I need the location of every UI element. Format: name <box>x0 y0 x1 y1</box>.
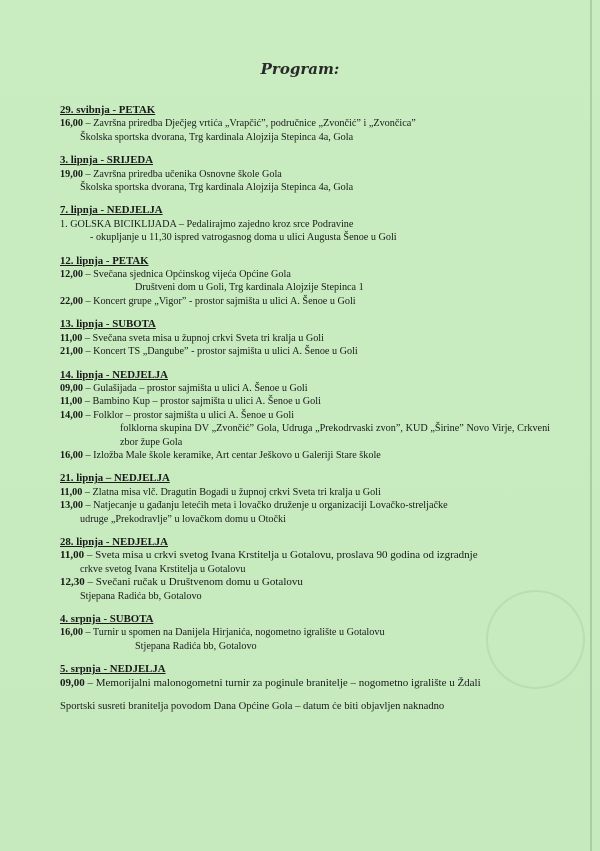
program-line <box>60 677 560 690</box>
section-date-heading: 13. lipnja - SUBOTA <box>60 318 156 331</box>
event-description: – Gulašijada – prostor sajmišta u ulici A. Šenoe u Goli <box>82 382 308 394</box>
event-time: 16,00 <box>60 118 83 130</box>
section-date-heading: 5. srpnja - NEDJELJA <box>60 663 166 676</box>
program-line <box>60 409 560 422</box>
event-time: 11,00 <box>60 486 83 498</box>
event-time: 11,00 <box>60 549 85 562</box>
event-description: – Koncert TS „Dangube” - prostor sajmišta u ulici A. Šenoe u Goli <box>82 346 358 358</box>
program-section <box>60 536 560 603</box>
event-description: – Svečani ručak u Društvenom domu u Gotalovu <box>84 576 303 589</box>
program-line <box>60 626 560 639</box>
event-time: 13,00 <box>60 500 83 512</box>
event-time: 12,00 <box>60 269 83 281</box>
program-section <box>60 154 560 194</box>
page-title: Program: <box>260 60 340 78</box>
event-description: – Završna priredba učenika Osnovne škole Gola <box>82 168 282 180</box>
event-time: 21,00 <box>60 346 83 358</box>
page-edge <box>590 0 592 851</box>
program-line <box>60 395 560 408</box>
event-time: 16,00 <box>60 627 83 639</box>
program-line <box>60 332 560 345</box>
event-description: – Sveta misa u crkvi svetog Ivana Krstitelja u Gotalovu, proslava 90 godina od izgradnje <box>84 549 478 562</box>
program-section <box>60 318 560 358</box>
program-line <box>60 486 560 499</box>
program-line <box>60 576 560 589</box>
event-time: 11,00 <box>60 396 83 408</box>
event-time: 09,00 <box>60 382 83 394</box>
program-line: udruge „Prekodravlje” u lovačkom domu u Otočki <box>80 513 286 525</box>
event-description: – Memorijalni malonogometni turnir za poginule branitelje – nogometno igralište u Ždali <box>84 676 481 689</box>
program-line <box>60 345 560 358</box>
event-description: – Izložba Male škole keramike, Art centar Ješkovo u Galeriji Stare škole <box>82 449 381 461</box>
event-time: 09,00 <box>60 676 85 689</box>
program-line <box>60 268 560 281</box>
section-date-heading: 14. lipnja - NEDJELJA <box>60 368 168 381</box>
program-line: Društveni dom u Goli, Trg kardinala Alojzije Stepinca 1 <box>135 282 364 294</box>
program-line <box>60 295 560 308</box>
program-line: Školska sportska dvorana, Trg kardinala Alojzija Stepinca 4a, Gola <box>80 182 354 194</box>
program-line: - okupljanje u 11,30 ispred vatrogasnog doma u ulici Augusta Šenoe u Goli <box>90 232 397 244</box>
program-line <box>60 449 560 462</box>
program-line: Stjepana Radića bb, Gotalovo <box>135 640 257 652</box>
event-time: 14,00 <box>60 409 83 421</box>
section-date-heading: 12. lipnja - PETAK <box>60 254 149 267</box>
program-line: Stjepana Radića bb, Gotalovo <box>80 590 202 602</box>
program-section <box>60 613 560 653</box>
program-line: Školska sportska dvorana, Trg kardinala Alojzija Stepinca 4a, Gola <box>80 131 354 143</box>
event-description: – Završna priredba Dječjeg vrtića „Vrapčić”, područnice „Zvončić” i „Zvončica” <box>82 118 416 130</box>
program-line: crkve svetog Ivana Krstitelja u Gotalovu <box>80 563 246 575</box>
event-description: – Turnir u spomen na Danijela Hirjanića, nogometno igralište u Gotalovu <box>82 627 385 639</box>
program-section <box>60 204 560 244</box>
event-description: – Koncert grupe „Vigor” - prostor sajmišta u ulici A. Šenoe u Goli <box>82 295 356 307</box>
section-date-heading: 28. lipnja - NEDJELJA <box>60 535 168 548</box>
program-section <box>60 104 560 144</box>
event-description: – Bambino Kup – prostor sajmišta u ulici A. Šenoe u Goli <box>82 396 321 408</box>
section-date-heading: 21. lipnja – NEDJELJA <box>60 472 170 485</box>
event-description: – Zlatna misa vlč. Dragutin Bogadi u župnoj crkvi Sveta tri kralja u Goli <box>82 486 381 498</box>
event-description: – Folklor – prostor sajmišta u ulici A. Šenoe u Goli <box>82 409 295 421</box>
program-line <box>60 549 560 562</box>
section-date-heading: 7. lipnja - NEDJELJA <box>60 204 163 217</box>
program-line: 1. GOLSKA BICIKLIJADA – Pedalirajmo zajedno kroz srce Podravine <box>60 218 354 230</box>
program-line: folklorna skupina DV „Zvončić” Gola, Udruga „Prekodrvaski zvon”, KUD „Širine” Novo Virje, Crkveni zbor župe Gola <box>120 423 550 448</box>
program-line <box>60 168 560 181</box>
section-date-heading: 3. lipnja - SRIJEDA <box>60 154 153 167</box>
event-description: – Svečana sjednica Općinskog vijeća Općine Gola <box>82 269 291 281</box>
section-date-heading: 4. srpnja - SUBOTA <box>60 613 154 625</box>
event-description: – Svečana sveta misa u župnoj crkvi Sveta tri kralja u Goli <box>82 332 324 344</box>
event-time: 16,00 <box>60 449 83 461</box>
program-line <box>60 117 560 130</box>
event-time: 22,00 <box>60 295 83 307</box>
event-description: – Natjecanje u gađanju letećih meta i lovačko druženje u organizaciji Lovačko-streljačke <box>82 500 448 512</box>
program-content <box>60 104 560 715</box>
program-section <box>60 663 560 690</box>
footer-note: Sportski susreti branitelja povodom Dana Općine Gola – datum će biti objavljen naknadno <box>60 701 445 713</box>
program-section <box>60 472 560 526</box>
program-line <box>60 499 560 512</box>
program-section <box>60 255 560 309</box>
section-date-heading: 29. svibnja - PETAK <box>60 104 156 116</box>
event-time: 12,30 <box>60 576 85 589</box>
event-time: 11,00 <box>60 332 83 344</box>
program-line <box>60 382 560 395</box>
event-time: 19,00 <box>60 168 83 180</box>
program-section <box>60 369 560 463</box>
